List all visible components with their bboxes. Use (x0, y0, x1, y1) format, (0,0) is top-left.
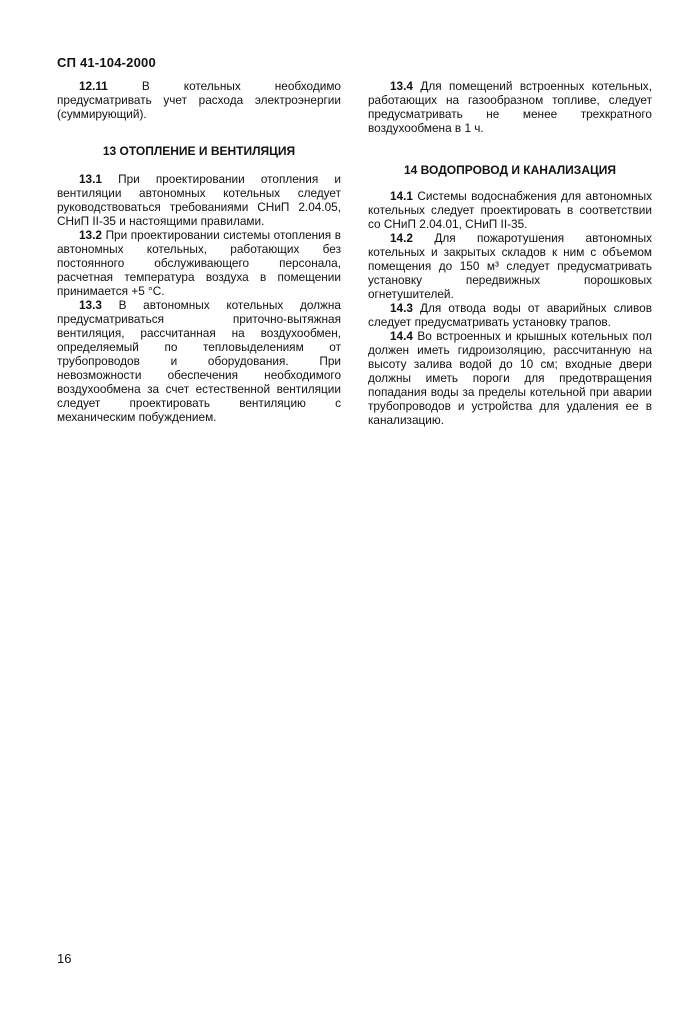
paragraph-12-11 (57, 79, 341, 121)
paragraph-13-2 (57, 228, 341, 298)
paragraph-13-4 (368, 79, 652, 135)
paragraph-text: Для пожаротушения автономных котельных и закрытых складов к ним с объемом помещения до 150 м³ следует предусматривать установку передвижных порошковых огнетушителей. (368, 231, 652, 301)
paragraph-13-1 (57, 172, 341, 228)
paragraph-number: 14.4 (390, 329, 413, 343)
paragraph-number: 13.1 (79, 172, 102, 186)
paragraph-text: Для помещений встроенных котельных, работающих на газообразном топливе, следует предусматривать не менее трехкратного воздухообмена в 1 ч. (368, 79, 652, 135)
paragraph-number: 14.1 (390, 189, 413, 203)
paragraph-text: При проектировании системы отопления в автономных котельных, работающих без постоянного обслуживающего персонала, расчетная температура воздуха в помещении принимается +5 °С. (57, 228, 341, 298)
paragraph-13-3 (57, 298, 341, 424)
paragraph-number: 13.4 (390, 79, 413, 93)
paragraph-text: Во встроенных и крышных котельных пол должен иметь гидроизоляцию, рассчитанную на высоту залива водой до 10 см; входные двери должны иметь пороги для предотвращения попадания воды за пределы котельной при аварии трубопроводов и устройства для удаления ее в канализацию. (368, 329, 652, 427)
section-heading-14: 14 ВОДОПРОВОД И КАНАЛИЗАЦИЯ (403, 163, 616, 177)
document-code: СП 41-104-2000 (57, 55, 156, 70)
paragraph-number: 14.3 (390, 301, 413, 315)
paragraph-text: При проектировании отопления и вентиляции автономных котельных следует руководствоваться требованиями СНиП 2.04.05, СНиП II-35 и настоящими правилами. (57, 172, 341, 228)
paragraph-14-3 (368, 301, 652, 329)
paragraph-14-4 (368, 329, 652, 427)
paragraph-text: В котельных необходимо предусматривать учет расхода электроэнергии (суммирующий). (57, 79, 341, 121)
paragraph-number: 13.2 (79, 228, 102, 242)
paragraph-14-2 (368, 231, 652, 301)
paragraph-number: 13.3 (79, 298, 102, 312)
paragraph-text: Для отвода воды от аварийных сливов следует предусматривать установку трапов. (368, 301, 652, 329)
paragraph-number: 12.11 (79, 79, 108, 93)
paragraph-text: Системы водоснабжения для автономных котельных следует проектировать в соответствии со СНиП 2.04.01, СНиП II-35. (368, 189, 652, 231)
right-column (368, 79, 652, 427)
page-number: 16 (57, 951, 72, 966)
left-column (57, 79, 341, 424)
paragraph-text: В автономных котельных должна предусматриваться приточно-вытяжная вентиляция, рассчитанная на воздухообмен, определяемый по тепловыделениям от трубопроводов и оборудования. При невозможности обеспечения необходимого воздухообмена за счет естественной вентиляции следует проектировать вентиляцию с механическим побуждением. (57, 298, 341, 424)
paragraph-number: 14.2 (390, 231, 413, 245)
paragraph-14-1 (368, 189, 652, 231)
section-heading-13: 13 ОТОПЛЕНИЕ И ВЕНТИЛЯЦИЯ (102, 144, 296, 158)
